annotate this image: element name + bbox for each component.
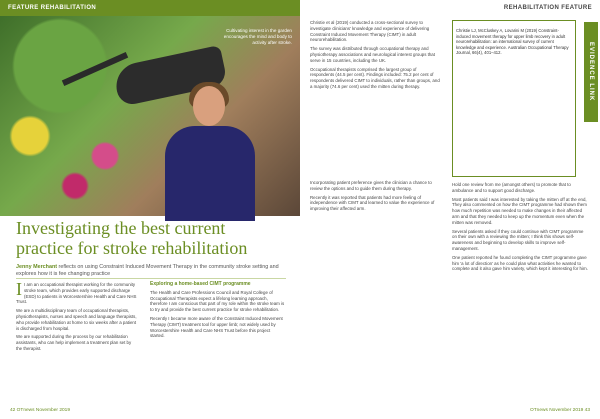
left-footer: 42 OTnews November 2019 bbox=[10, 408, 70, 413]
left-col-b-p1: The Health and Care Professions Council and Royal College of Occupational Therapists expect a lifelong learning approach, therefore I am conscious that part of my role within the stroke team is to try and provide the best current practice for stroke rehabilitation. bbox=[150, 289, 285, 313]
left-column-a bbox=[16, 279, 138, 355]
right-col-b-p2: Most patients said I was interested by taking the mitten off at the end, They also commented on how the CIMT programme had shown them how much repetition was needed to make changes in their affected arm and that they needed to keep up the momentum even when the mitten was removed. bbox=[452, 196, 587, 225]
right-footer: OTnews November 2019 43 bbox=[530, 408, 590, 413]
right-col-b-p1: Hold one review from me (amongst others) to promote that to ambulance and to support good discharge. bbox=[452, 182, 571, 193]
right-col-b-p4: One patient reported he found completing the CIMT programme gave him 'a lot of direction' as he could plan what activities he wanted to complete and it also gave him variety, which kept it interesting for him. bbox=[452, 254, 588, 272]
left-col-a-p2: We are a multidisciplinary team of occupational therapists, physiotherapists, nurses and speech and language therapists, who provide rehabilitation at home to six weeks after a patient is discharged from hospital. bbox=[16, 308, 137, 331]
dropcap: I bbox=[16, 279, 22, 299]
left-col-a-p3: We are supported during the process by our rehabilitation assistants, who can help implement a treatment plan set by the therapist. bbox=[16, 334, 132, 351]
right-col-a-p1: Christie et al (2019) conducted a cross-sectional survey to investigate clinicians' knowledge and experience of delivering Constraint Induced Movement Therapy (CIMT) in adult neurorehabilitation. bbox=[310, 20, 430, 43]
left-col-b-p2: Recently I became more aware of the Constraint Induced Movement Therapy (CIMT) treatment tool for upper limb; not widely used by Worcestershire Health and Care NHS Trust before this project started. bbox=[150, 315, 283, 339]
evidence-link-tab: EVIDENCE LINK bbox=[584, 22, 598, 122]
right-col-a-p2: The survey was distributed through occupational therapy and physiotherapy associations and neurological interest groups that serve in 15 countries, including the UK. bbox=[310, 46, 435, 63]
lead-body: reflects on using Constraint Induced Movement Therapy in the community stroke setting and explores how it is fee changing practice bbox=[16, 264, 279, 277]
right-column-b bbox=[452, 182, 588, 275]
title-line-1: Investigating the best current bbox=[16, 218, 226, 238]
evidence-reference: Christie LJ, McCluskey A, Lovarini M (2019) Constraint-induced movement therapy for upper limb recovery in adult neurorehabilitation: an international survey of current knowledge and experience. Australian Occupational Therapy Journal, 66(4), 401–412. bbox=[456, 28, 569, 56]
right-page-header: REHABILITATION FEATURE bbox=[503, 5, 592, 11]
title-line-2: practice for stroke rehabilitation bbox=[16, 238, 248, 258]
right-col-b-p3: Several patients asked if they could continue with CIMT programme on their own with a reviewing the mitten; I think this shows self-awareness and beginning to develop skills to improve self-management. bbox=[452, 228, 584, 251]
left-col-a-p1: I am an occupational therapist working for the community stroke team, which provides early supported discharge (ESD) to patients in Worcestershire Health and Care NHS Trust. bbox=[16, 282, 137, 305]
right-page bbox=[300, 0, 600, 419]
lead-text bbox=[16, 264, 286, 278]
right-col-a-p3: Occupational therapists comprised the largest group of respondents (44.5 per cent). Findings included: 75.2 per cent of respondents delivered CIMT to individuals, rather than groups, and a majority (74.6 per cent) used the mitten during therapy. bbox=[310, 66, 440, 89]
right-column-a bbox=[310, 20, 440, 93]
left-page-header: FEATURE REHABILITATION bbox=[0, 0, 300, 16]
left-column-b bbox=[150, 282, 286, 342]
woman-gardening bbox=[145, 86, 255, 221]
right-column-a-lower bbox=[310, 180, 440, 215]
lead-divider bbox=[16, 278, 286, 279]
lead-author: Jenny Merchant bbox=[16, 264, 58, 270]
evidence-link-box bbox=[452, 20, 576, 177]
article-title bbox=[16, 218, 286, 258]
head-shape bbox=[193, 86, 225, 126]
right-col-a-lower-p2: Recently it was reported that patients had more feeling of independence with CIMT and learned to value the experience of improving their affected arm. bbox=[310, 194, 435, 212]
purple-top-shape bbox=[165, 126, 255, 221]
feature-photo bbox=[0, 16, 300, 216]
photo-caption: Cultivating interest in the garden encourages the mind and body to activity after stroke. bbox=[223, 28, 292, 45]
left-col-b-heading: Exploring a home-based CIMT programme bbox=[150, 281, 251, 287]
right-col-a-lower-p1: Incorporating patient preference gives the clinician a chance to review the options and to guide them during therapy. bbox=[310, 180, 432, 191]
